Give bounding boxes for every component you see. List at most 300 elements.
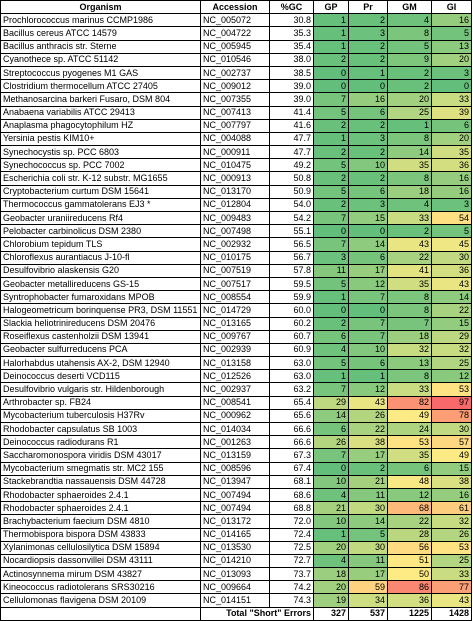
cell-gm: 33 [388,383,432,396]
cell-pr: 30 [349,541,388,554]
cell-gm: 4 [388,14,432,27]
cell-pr: 22 [349,423,388,436]
cell-organism: Yersinia pestis KIM10+ [1,132,201,145]
cell-gp: 4 [314,554,349,567]
cell-gm: 22 [388,251,432,264]
cell-gi: 30 [432,251,472,264]
cell-organism: Halorhabdus utahensis AX-2, DSM 12940 [1,357,201,370]
cell-gp: 2 [314,53,349,66]
cell-gp: 1 [314,291,349,304]
cell-gp: 1 [314,40,349,53]
cell-accession: NC_014034 [201,423,270,436]
cell-gm: 22 [388,515,432,528]
cell-gi: 16 [432,14,472,27]
cell-gp: 18 [314,568,349,581]
cell-accession: NC_013165 [201,317,270,330]
table-row [1,528,472,541]
cell-pr: 2 [349,462,388,475]
cell-pr: 15 [349,212,388,225]
cell-organism: Pelobacter carbinolicus DSM 2380 [1,225,201,238]
cell-pr: 6 [349,185,388,198]
cell-gm: 14 [388,146,432,159]
table-row [1,554,472,567]
cell-accession: NC_013159 [201,449,270,462]
cell-pr: 59 [349,581,388,594]
cell-gc-percent: 63.2 [270,383,314,396]
cell-organism: Geobacter uraniireducens Rf4 [1,212,201,225]
cell-gi: 15 [432,317,472,330]
cell-accession: NC_014210 [201,554,270,567]
cell-gp: 14 [314,409,349,422]
cell-pr: 7 [349,330,388,343]
cell-accession: NC_000913 [201,172,270,185]
cell-gp: 7 [314,93,349,106]
cell-gc-percent: 63.0 [270,370,314,383]
cell-gp: 2 [314,198,349,211]
cell-gc-percent: 56.7 [270,251,314,264]
cell-gi: 5 [432,225,472,238]
cell-accession: NC_007498 [201,225,270,238]
cell-gm: 13 [388,357,432,370]
cell-accession: NC_002737 [201,66,270,79]
table-row [1,541,472,554]
cell-accession: NC_010175 [201,251,270,264]
table-row [1,106,472,119]
table-row [1,277,472,290]
cell-gi: 32 [432,343,472,356]
cell-gm: 6 [388,462,432,475]
cell-pr: 14 [349,515,388,528]
cell-gi: 16 [432,172,472,185]
table-row [1,449,472,462]
cell-organism: Roseiflexus castenholzii DSM 13941 [1,330,201,343]
cell-gm: 8 [388,27,432,40]
cell-gi: 33 [432,93,472,106]
cell-accession: NC_010475 [201,159,270,172]
cell-gc-percent: 35.3 [270,27,314,40]
cell-gp: 1 [314,14,349,27]
cell-gc-percent: 72.5 [270,541,314,554]
cell-pr: 17 [349,568,388,581]
cell-gp: 2 [314,317,349,330]
cell-pr: 0 [349,225,388,238]
cell-gp: 2 [314,146,349,159]
cell-gm: 48 [388,475,432,488]
cell-gp: 10 [314,475,349,488]
cell-gi: 20 [432,53,472,66]
cell-accession: NC_014151 [201,594,270,607]
cell-gm: 2 [388,225,432,238]
cell-gi: 33 [432,568,472,581]
cell-gm: 86 [388,581,432,594]
cell-pr: 16 [349,93,388,106]
cell-organism: Chlorobium tepidum TLS [1,238,201,251]
cell-accession: NC_007413 [201,106,270,119]
cell-gc-percent: 55.1 [270,225,314,238]
table-row [1,80,472,93]
cell-accession: NC_007355 [201,93,270,106]
cell-organism: Rhodobacter sphaeroides 2.4.1 [1,502,201,515]
table-row [1,93,472,106]
cell-pr: 2 [349,14,388,27]
table-row [1,304,472,317]
cell-gi: 35 [432,146,472,159]
table-row [1,515,472,528]
cell-gc-percent: 67.4 [270,462,314,475]
cell-gp: 20 [314,541,349,554]
cell-gp: 0 [314,304,349,317]
cell-gm: 35 [388,277,432,290]
cell-accession: NC_002932 [201,238,270,251]
cell-pr: 3 [349,198,388,211]
cell-accession: NC_001263 [201,436,270,449]
cell-organism: Prochlorococcus marinus CCMP1986 [1,14,201,27]
table-row [1,423,472,436]
cell-organism: Rhodobacter sphaeroides 2.4.1 [1,488,201,501]
table-row [1,488,472,501]
cell-pr: 0 [349,80,388,93]
table-row [1,409,472,422]
cell-gp: 0 [314,80,349,93]
cell-organism: Rhodobacter capsulatus SB 1003 [1,423,201,436]
cell-gi: 3 [432,198,472,211]
cell-organism: Saccharomonospora viridis DSM 43017 [1,449,201,462]
cell-gi: 53 [432,383,472,396]
cell-gc-percent: 41.4 [270,106,314,119]
cell-gp: 10 [314,515,349,528]
cell-pr: 12 [349,277,388,290]
cell-accession: NC_002939 [201,343,270,356]
table-row [1,475,472,488]
total-gi: 1428 [432,607,472,620]
cell-gp: 0 [314,462,349,475]
cell-organism: Thermococcus gammatolerans EJ3 * [1,198,201,211]
cell-pr: 17 [349,264,388,277]
cell-gc-percent: 74.3 [270,594,314,607]
cell-gi: 15 [432,462,472,475]
cell-gp: 7 [314,383,349,396]
cell-gp: 21 [314,502,349,515]
cell-gm: 8 [388,172,432,185]
header-accession[interactable]: Accession [201,1,270,14]
header-gp[interactable]: GP [314,1,349,14]
cell-pr: 43 [349,396,388,409]
cell-gi: 26 [432,528,472,541]
table-row [1,581,472,594]
cell-organism: Nocardiopsis dassonvillei DSM 43111 [1,554,201,567]
cell-pr: 2 [349,119,388,132]
cell-accession: NC_007519 [201,264,270,277]
cell-gm: 53 [388,436,432,449]
cell-gi: 97 [432,396,472,409]
cell-gi: 22 [432,304,472,317]
header-row [1,1,472,14]
cell-gc-percent: 60.0 [270,304,314,317]
cell-pr: 1 [349,370,388,383]
cell-organism: Anaplasma phagocytophilum HZ [1,119,201,132]
cell-gp: 19 [314,594,349,607]
cell-organism: Geobacter sulfurreducens PCA [1,343,201,356]
cell-gc-percent: 60.7 [270,330,314,343]
cell-gm: 68 [388,502,432,515]
cell-organism: Slackia heliotrinireducens DSM 20476 [1,317,201,330]
cell-gi: 25 [432,357,472,370]
cell-gc-percent: 65.6 [270,409,314,422]
cell-gi: 43 [432,277,472,290]
cell-organism: Kineococcus radiotolerans SRS30216 [1,581,201,594]
cell-organism: Cryptobacterium curtum DSM 15641 [1,185,201,198]
cell-pr: 2 [349,172,388,185]
cell-accession: NC_008596 [201,462,270,475]
table-row [1,396,472,409]
table-row [1,172,472,185]
cell-pr: 2 [349,146,388,159]
cell-gm: 18 [388,330,432,343]
header-pr[interactable]: Pr [349,1,388,14]
cell-organism: Synechocystis sp. PCC 6803 [1,146,201,159]
cell-gc-percent: 57.8 [270,264,314,277]
cell-gi: 13 [432,40,472,53]
cell-gp: 20 [314,581,349,594]
table-row [1,502,472,515]
cell-accession: NC_013158 [201,357,270,370]
table-row [1,132,472,145]
cell-gp: 5 [314,106,349,119]
cell-accession: NC_010546 [201,53,270,66]
cell-organism: Cellulomonas flavigena DSM 20109 [1,594,201,607]
cell-organism: Mycobacterium tuberculosis H37Rv [1,409,201,422]
cell-gc-percent: 41.6 [270,119,314,132]
cell-organism: Desulfovibrio alaskensis G20 [1,264,201,277]
cell-gi: 38 [432,475,472,488]
cell-accession: NC_000911 [201,146,270,159]
cell-gc-percent: 66.6 [270,436,314,449]
cell-gm: 4 [388,198,432,211]
table-row [1,225,472,238]
cell-gm: 5 [388,40,432,53]
cell-organism: Stackebrandtia nassauensis DSM 44728 [1,475,201,488]
cell-accession: NC_002937 [201,383,270,396]
cell-gp: 4 [314,488,349,501]
cell-gp: 5 [314,185,349,198]
cell-gi: 3 [432,66,472,79]
cell-gp: 5 [314,159,349,172]
cell-organism: Brachybacterium faecium DSM 4810 [1,515,201,528]
cell-organism: Bacillus cereus ATCC 14579 [1,27,201,40]
cell-gi: 29 [432,330,472,343]
cell-pr: 6 [349,106,388,119]
cell-organism: Arthrobacter sp. FB24 [1,396,201,409]
cell-gp: 2 [314,172,349,185]
cell-organism: Anabaena variabilis ATCC 29413 [1,106,201,119]
cell-pr: 17 [349,449,388,462]
table-row [1,291,472,304]
cell-pr: 2 [349,40,388,53]
table-row [1,383,472,396]
table-row [1,251,472,264]
cell-organism: Thermobispora bispora DSM 43833 [1,528,201,541]
cell-gp: 3 [314,251,349,264]
cell-gp: 6 [314,330,349,343]
cell-organism: Desulfovibrio vulgaris str. Hildenborough [1,383,201,396]
cell-gi: 12 [432,370,472,383]
cell-accession: NC_013170 [201,185,270,198]
header-gi[interactable]: GI [432,1,472,14]
cell-accession: NC_007494 [201,502,270,515]
cell-gm: 43 [388,238,432,251]
cell-gc-percent: 59.9 [270,291,314,304]
table-row [1,198,472,211]
cell-pr: 3 [349,27,388,40]
cell-gc-percent: 72.7 [270,554,314,567]
cell-gi: 25 [432,554,472,567]
cell-accession: NC_009012 [201,80,270,93]
cell-organism: Halogeometricum borinquense PR3, DSM 11551 [1,304,201,317]
cell-gi: 36 [432,159,472,172]
cell-pr: 0 [349,304,388,317]
cell-gi: 30 [432,423,472,436]
cell-gi: 77 [432,581,472,594]
cell-gi: 14 [432,291,472,304]
cell-gm: 25 [388,106,432,119]
cell-organism: Deinococcus deserti VCD115 [1,370,201,383]
cell-gm: 8 [388,304,432,317]
cell-gp: 29 [314,396,349,409]
table-row [1,146,472,159]
cell-gc-percent: 63.0 [270,357,314,370]
header-gc-percent[interactable]: %GC [270,1,314,14]
cell-accession: NC_009664 [201,581,270,594]
total-gm: 1225 [388,607,432,620]
cell-gi: 57 [432,436,472,449]
cell-gp: 6 [314,423,349,436]
cell-organism: Bacillus anthracis str. Sterne [1,40,201,53]
table-row [1,66,472,79]
table-row [1,185,472,198]
cell-gc-percent: 30.8 [270,14,314,27]
cell-gc-percent: 49.2 [270,159,314,172]
cell-accession: NC_012804 [201,198,270,211]
cell-gi: 36 [432,264,472,277]
cell-accession: NC_013530 [201,541,270,554]
cell-gc-percent: 66.6 [270,423,314,436]
cell-accession: NC_014729 [201,304,270,317]
cell-pr: 14 [349,238,388,251]
table-row [1,357,472,370]
cell-organism: Deinococcus radiodurans R1 [1,436,201,449]
cell-accession: NC_012526 [201,370,270,383]
cell-gm: 12 [388,488,432,501]
cell-gi: 45 [432,238,472,251]
cell-gc-percent: 56.5 [270,238,314,251]
cell-organism: Syntrophobacter fumaroxidans MPOB [1,291,201,304]
cell-gp: 5 [314,357,349,370]
cell-gi: 61 [432,502,472,515]
cell-accession: NC_014165 [201,528,270,541]
cell-gi: 49 [432,449,472,462]
cell-gc-percent: 72.0 [270,515,314,528]
cell-pr: 6 [349,357,388,370]
cell-gi: 32 [432,515,472,528]
cell-gp: 4 [314,343,349,356]
cell-pr: 10 [349,159,388,172]
table-body [1,14,472,607]
cell-gc-percent: 47.7 [270,146,314,159]
cell-organism: Escherichia coli str. K-12 substr. MG1655 [1,172,201,185]
cell-gp: 2 [314,119,349,132]
cell-accession: NC_009767 [201,330,270,343]
cell-gm: 49 [388,409,432,422]
table-row [1,238,472,251]
cell-gm: 33 [388,212,432,225]
cell-gm: 2 [388,80,432,93]
total-blank-cell [1,607,201,620]
cell-accession: NC_008541 [201,396,270,409]
cell-gm: 82 [388,396,432,409]
cell-pr: 38 [349,436,388,449]
cell-pr: 7 [349,317,388,330]
cell-gp: 7 [314,212,349,225]
cell-gc-percent: 72.4 [270,528,314,541]
cell-gc-percent: 65.4 [270,396,314,409]
cell-gi: 78 [432,409,472,422]
cell-pr: 12 [349,383,388,396]
cell-pr: 5 [349,528,388,541]
cell-gm: 2 [388,66,432,79]
cell-gm: 50 [388,568,432,581]
cell-gc-percent: 39.0 [270,93,314,106]
cell-gm: 32 [388,343,432,356]
table-row [1,462,472,475]
cell-gm: 28 [388,528,432,541]
total-pr: 537 [349,607,388,620]
cell-gi: 16 [432,185,472,198]
table-row [1,159,472,172]
cell-gc-percent: 50.8 [270,172,314,185]
cell-gm: 35 [388,449,432,462]
cell-gp: 1 [314,132,349,145]
cell-gm: 56 [388,541,432,554]
cell-gp: 0 [314,66,349,79]
table-row [1,568,472,581]
cell-gc-percent: 38.5 [270,66,314,79]
table-row [1,264,472,277]
cell-gm: 7 [388,317,432,330]
cell-gc-percent: 47.7 [270,132,314,145]
cell-accession: NC_009483 [201,212,270,225]
cell-gi: 20 [432,132,472,145]
cell-pr: 2 [349,53,388,66]
cell-pr: 30 [349,502,388,515]
cell-gc-percent: 39.0 [270,80,314,93]
cell-gi: 54 [432,212,472,225]
cell-pr: 34 [349,594,388,607]
cell-gp: 11 [314,264,349,277]
cell-pr: 3 [349,132,388,145]
cell-gm: 51 [388,554,432,567]
cell-gc-percent: 60.2 [270,317,314,330]
cell-pr: 1 [349,66,388,79]
cell-pr: 11 [349,488,388,501]
cell-gm: 8 [388,132,432,145]
cell-organism: Clostridium thermocellum ATCC 27405 [1,80,201,93]
cell-gc-percent: 68.8 [270,502,314,515]
cell-gm: 9 [388,53,432,66]
header-gm[interactable]: GM [388,1,432,14]
cell-gc-percent: 67.3 [270,449,314,462]
table-row [1,119,472,132]
header-organism[interactable]: Organism [1,1,201,14]
